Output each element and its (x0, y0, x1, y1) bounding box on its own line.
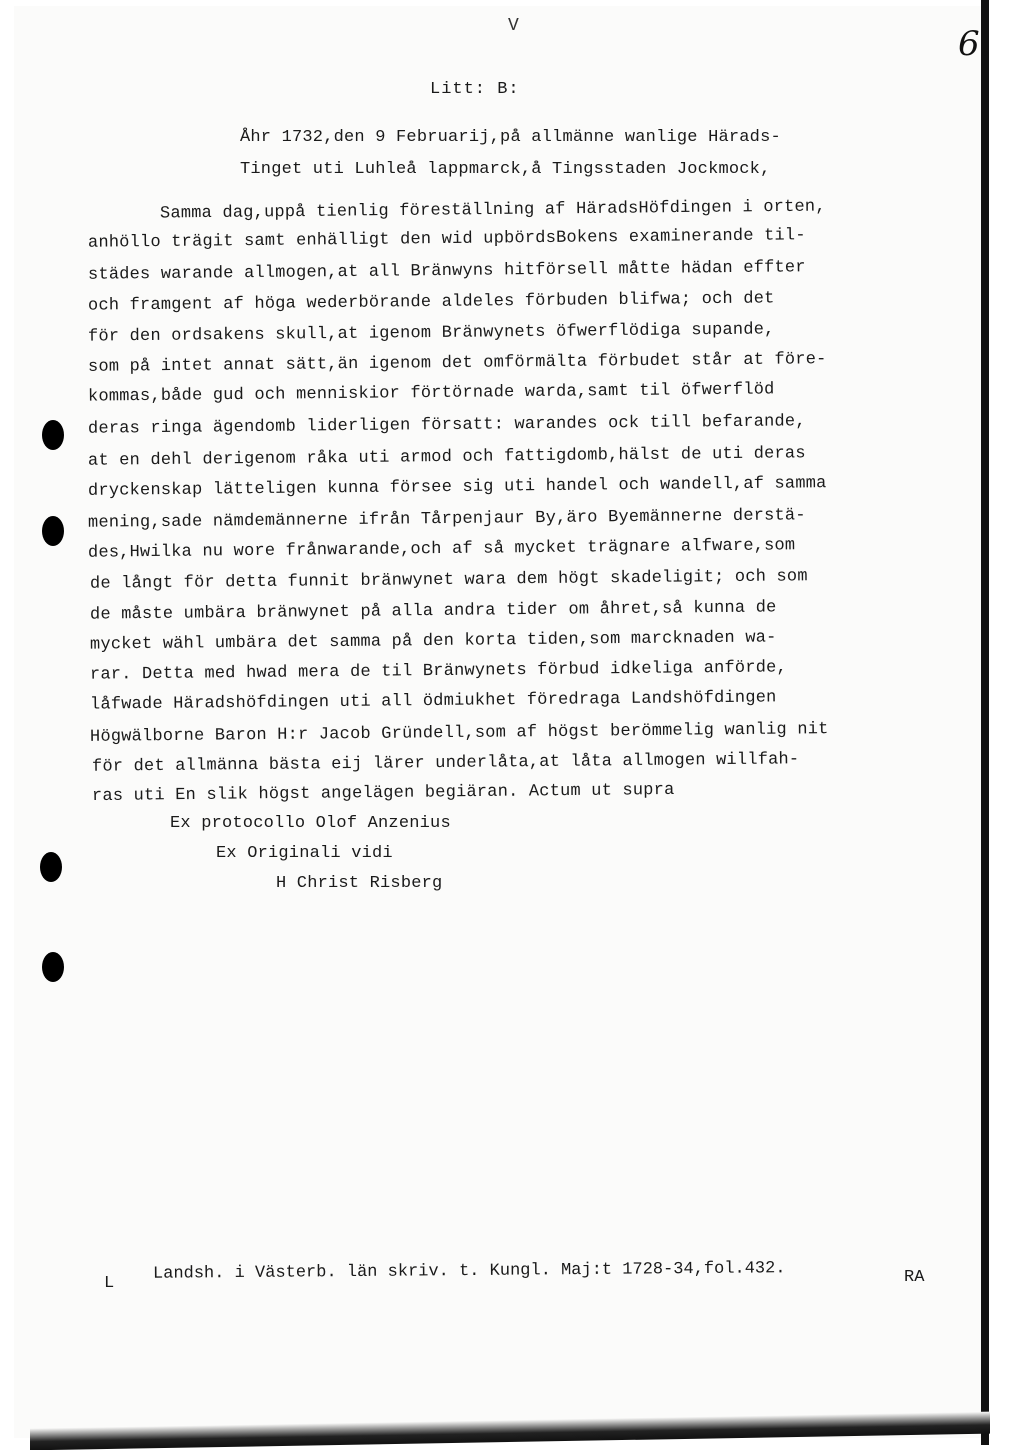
scan-edge-right (981, 0, 989, 1445)
punch-hole-3 (40, 852, 62, 882)
text-line: dryckenskap lätteligen kunna försee sig uti handel och wandell,af samma (87, 474, 827, 501)
text-line: för den ordsakens skull,at igenom Bränwynets öfwerflödiga supande, (87, 320, 775, 347)
document-heading: Litt: B: (430, 80, 520, 99)
text-line: som på intet annat sätt,än igenom det omförmälta förbudet står at före- (87, 350, 827, 377)
text-line: ras uti En slik högst angelägen begiäran. Actum ut supra (91, 780, 675, 807)
punch-hole-1 (42, 420, 64, 450)
footer-reference: Landsh. i Västerb. län skriv. t. Kungl. Maj:t 1728-34,fol.432. (152, 1259, 786, 1284)
text-line: Åhr 1732,den 9 Februarij,på allmänne wanlige Härads- (240, 128, 781, 147)
text-line: låfwade Häradshöfdingen uti all ödmiukhet föredraga Landshöfdingen (89, 688, 777, 715)
text-line: rar. Detta med hwad mera de til Bränwynets förbud idkeliga anförde, (89, 658, 788, 685)
text-line: Tinget uti Luhleå lappmarck,å Tingsstaden Jockmock, (240, 160, 771, 179)
text-line: de långt för detta funnit bränwynet wara dem högt skadeligit; och som (89, 567, 808, 594)
top-mark: V (508, 16, 519, 36)
text-line: de måste umbära bränwynet på alla andra tider om åhret,så kunna de (89, 598, 777, 625)
signature-line: Ex Originali vidi (216, 844, 393, 863)
punch-hole-4 (42, 952, 64, 982)
text-line: kommas,både gud och menniskior förtörnade warda,samt til öfwerflöd (87, 380, 775, 407)
text-line: för det allmänna bästa eij lärer underlåta,at låta allmogen willfah- (91, 750, 800, 777)
text-line: des,Hwilka nu wore frånwarande,och af så mycket trägnare alfware,som (87, 536, 796, 563)
footer-letter: L (104, 1274, 115, 1293)
signature-line: H Christ Risberg (276, 874, 443, 893)
text-line: deras ringa ägendomb liderligen försatt: warandes ock till befarande, (87, 412, 806, 439)
text-line: och framgent af höga wederbörande aldeles förbuden blifwa; och det (87, 289, 775, 316)
text-line: Högwälborne Baron H:r Jacob Gründell,som af högst berömmelig wanlig nit (89, 720, 829, 747)
signature-line: Ex protocollo Olof Anzenius (170, 814, 451, 833)
text-line: Samma dag,uppå tienlig föreställning af HäradsHöfdingen i orten, (159, 197, 826, 224)
text-line: anhöllo trägit samt enhälligt den wid upbördsBokens examinerande til- (87, 226, 806, 253)
punch-hole-2 (42, 516, 64, 546)
text-line: at en dehl derigenom råka uti armod och fattigdomb,hälst de uti deras (87, 444, 806, 471)
text-line: mycket wähl umbära det samma på den korta tiden,som marcknaden wa- (89, 628, 777, 655)
footer-archive: RA (904, 1268, 925, 1287)
text-line: städes warande allmogen,at all Bränwyns hitförsell måtte hädan effter (87, 258, 806, 285)
page-number: 6. (958, 24, 991, 64)
text-line: mening,sade nämdemännerne ifrån Tårpenjaur By,äro Byemännerne derstä- (87, 506, 806, 533)
